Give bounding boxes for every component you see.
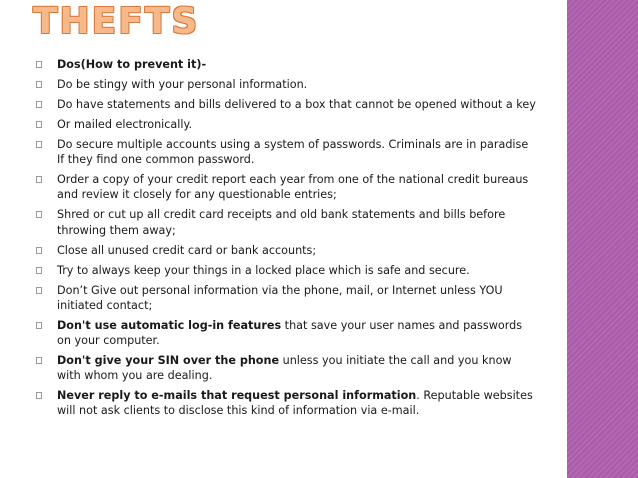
- bullet-box-icon: [36, 267, 42, 274]
- bullet-text: Close all unused credit card or bank accounts;: [57, 243, 317, 257]
- bullet-text: Order a copy of your credit report each year from one of the national credit bureaus and review it closely for any questionable entries;: [57, 173, 529, 202]
- list-item: [36, 57, 536, 72]
- decorative-side-band: [567, 0, 638, 478]
- list-item: [36, 353, 536, 383]
- list-item: [36, 263, 536, 278]
- bullet-text: Try to always keep your things in a locked place which is safe and secure.: [57, 263, 470, 277]
- list-item: [36, 77, 536, 92]
- list-item: [36, 207, 536, 237]
- bullet-text: Or mailed electronically.: [57, 118, 193, 131]
- list-item: [36, 318, 536, 348]
- bullet-box-icon: [36, 101, 42, 108]
- list-item: [36, 243, 536, 258]
- bullet-text: that save your user names and passwords on your computer.: [57, 318, 523, 348]
- bullet-bold-text: Dos(How to prevent it)-: [57, 58, 207, 71]
- bullet-bold-text: Don't give your SIN over the phone: [57, 354, 280, 368]
- bullet-box-icon: [36, 176, 42, 183]
- bullet-box-icon: [36, 357, 42, 364]
- bullet-text: Do be stingy with your personal information.: [57, 78, 308, 91]
- list-item: [36, 388, 536, 418]
- bullet-box-icon: [36, 247, 42, 254]
- bullet-text: Shred or cut up all credit card receipts and old bank statements and bills before throwing them away;: [57, 208, 506, 237]
- bullet-bold-text: Never reply to e-mails that request personal information: [57, 389, 417, 403]
- slide-title: THEFTS: [33, 1, 200, 42]
- list-item: [36, 172, 536, 202]
- bullet-box-icon: [36, 322, 42, 329]
- list-item: [36, 283, 536, 313]
- bullet-box-icon: [36, 141, 42, 148]
- list-item: [36, 97, 536, 112]
- bullet-box-icon: [36, 392, 42, 399]
- bullet-box-icon: [36, 287, 42, 294]
- bullet-text: Don’t Give out personal information via the phone, mail, or Internet unless YOU initiated contact;: [57, 283, 503, 312]
- bullet-box-icon: [36, 121, 42, 128]
- list-item: [36, 117, 536, 132]
- bullet-text: Do have statements and bills delivered to a box that cannot be opened without a key: [57, 98, 536, 111]
- bullet-list: [36, 57, 536, 423]
- list-item: [36, 137, 536, 167]
- bullet-text: Do secure multiple accounts using a system of passwords. Criminals are in paradise If they find one common password.: [57, 138, 529, 167]
- bullet-box-icon: [36, 211, 42, 218]
- bullet-box-icon: [36, 61, 42, 68]
- bullet-text: unless you initiate the call and you know with whom you are dealing.: [57, 354, 512, 383]
- bullet-box-icon: [36, 81, 42, 88]
- bullet-text: . Reputable websites will not ask clients to disclose this kind of information via e-mail.: [57, 389, 533, 418]
- bullet-bold-text: Don't use automatic log-in features: [57, 318, 282, 332]
